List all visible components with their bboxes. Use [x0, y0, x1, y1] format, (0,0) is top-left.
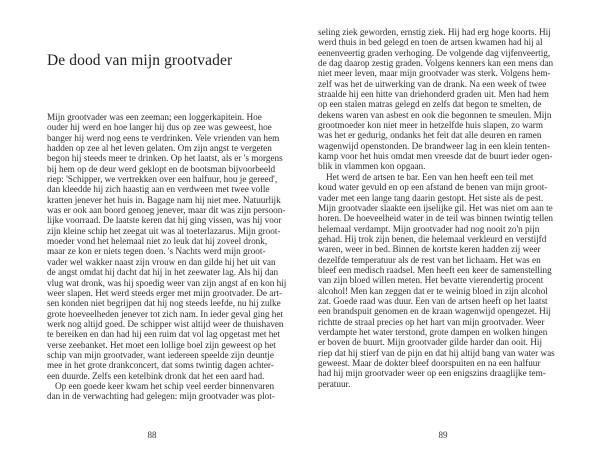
text-line: kratten jenever het huis in. Bagage nam hij niet mee. Natuurlijk [47, 194, 281, 205]
text-line: een duurde. Zelfs een ketelbink dronk dat het een aard had. [47, 370, 265, 381]
right-page-body [318, 27, 555, 389]
text-line: begon hij steeds meer te drinken. Op het laatst, als er 's morgens [47, 153, 283, 164]
text-line: vlug wat dronk, was hij spoedig weer van zijn angst af en kon hij [47, 277, 287, 288]
text-line: Mijn grootvader slaakte een ijselijke gil. Het was niet om aan te [318, 202, 553, 213]
text-line: schip van mijn grootvader, want iedereen speelde zijn deuntje [47, 349, 274, 360]
text-line: ouder hij werd en hoe langer hij dus op zee was geweest, hoe [47, 122, 272, 133]
text-line: Het werd de artsen te bar. Een van hen heeft een teil met [326, 171, 534, 182]
text-line: seling ziek geworden, ernstig ziek. Hij had erg hoge koorts. Hij [318, 27, 551, 37]
text-line: blik in vlammen kon opgaan. [318, 161, 426, 172]
text-line: riep: 'Schipper, we vertrekken over een halfuur, hou je gereed', [47, 174, 278, 185]
text-line: een brandspuit genomen en de kraan wagenwijd opengezet. Hij [318, 306, 551, 317]
text-line: koud water gevuld en op een afstand de benen van mijn groot- [318, 182, 548, 193]
text-line: grote hoeveelheden jenever tot zich nam. In ieder geval ging het [47, 308, 283, 319]
text-line: peratuur. [318, 378, 351, 389]
text-line: Op een goede keer kwam het schip veel eerder binnenvaren [55, 380, 275, 391]
text-line: straalde hij een hitte van driehonderd graden uit. Men had hem [318, 89, 549, 100]
text-line: geweest. Maar de dokter bleef doorspuiten en na een halfuur [318, 358, 541, 368]
text-line: alcohol! Men kan zeggen dat er te weinig bloed in zijn alcohol [318, 285, 548, 296]
text-line: sen konden niet begrijpen dat hij nog steeds leefde, nu hij zulke [47, 298, 281, 309]
text-line: vader met een lange tang daarin gestopt. Het siste als de pest. [318, 192, 544, 203]
left-page-body [47, 112, 287, 402]
text-line: zijn kleine schip het zeegat uit was al toeterlazarus. Mijn groot- [47, 225, 281, 236]
text-line: op een stalen matras gelegd en zelfs dat begon te smelten, de [318, 99, 542, 110]
text-line: van zijn bloed willen meten. Het bevatte vierendertig procent [318, 275, 544, 286]
text-line: had hij mijn grootvader weer op een enigszins draaglijke tem- [318, 368, 546, 379]
text-line: was het er gedurig, ondanks het feit dat alle deuren en ramen [318, 130, 542, 141]
text-line: wagenwijd openstonden. De brandweer lag in een klein tenten- [318, 140, 550, 151]
page-number-right: 89 [438, 430, 448, 440]
text-line: bleef een medisch raadsel. Men heeft een keer de samenstelling [318, 264, 552, 275]
text-line: was er ook aan boord genoeg jenever, maar dit was zijn persoon- [47, 205, 286, 216]
text-line: te bereiken en dan had hij een ruim dat vol lag opgetast met het [47, 329, 280, 340]
text-line: bij hem op de deur werd geklopt en de bootsman bijvoorbeeld [47, 163, 276, 174]
text-line: niet meer leven, maar mijn grootvader was sterk. Volgens hem- [318, 68, 551, 79]
text-line: de angst omdat hij dacht dat hij in het zeewater lag. Als hij dan [47, 267, 279, 278]
text-line: werk nog altijd goed. De schipper wist altijd weer de thuishaven [47, 318, 284, 329]
text-line: dekens waren van asbest en ook die begonnen te smeulen. Mijn [318, 109, 552, 120]
text-line: de dag daarop zestig graden. Volgens kenners kan een mens dan [318, 58, 554, 69]
text-line: gehad. Hij trok zijn benen, die helemaal verkleurd en verstijfd [318, 233, 547, 244]
text-line: dan kleedde hij zich haastig aan en verdween met twee volle [47, 184, 270, 195]
text-line: riep dat hij stierf van de pijn en dat hij altijd bang van water was [318, 347, 555, 358]
text-line: zat. Goede raad was duur. Een van de artsen heeft op het laatst [318, 295, 548, 306]
text-line: werd thuis in bed gelegd en toen de artsen kwamen had hij al [318, 37, 543, 48]
text-line: zelf was het de uitwerking van de drank. Na een week of twee [318, 78, 547, 89]
text-line: vader wel wakker naast zijn vrouw en dan gilde hij het uit van [47, 256, 276, 267]
text-line: verdampte het water terstond, grote dampen en wolken hingen [318, 326, 548, 337]
text-line: weer slapen. Het werd steeds erger met mijn grootvader. De art- [47, 287, 283, 298]
text-line: mee in het grote drankconcert, dat soms twintig dagen achter- [47, 360, 274, 371]
text-line: verse zeebanket. Het moet een lollige boel zijn geweest op het [47, 339, 276, 350]
right-page [300, 0, 600, 471]
text-line: waren, weer in bed. Binnen de kortste keren hadden zij weer [318, 244, 541, 255]
text-line: Mijn grootvader was een zeeman; een loggerkapitein. Hoe [47, 112, 262, 122]
text-line: dezelfde temperatuur als de rest van het lichaam. Het was en [318, 254, 541, 265]
chapter-title: De dood van mijn grootvader [47, 52, 233, 69]
text-line: helemaal verdampt. Mijn grootvader had nog nooit zo'n pijn [318, 223, 540, 234]
page-number-left: 88 [147, 430, 157, 440]
text-line: grootmoeder kon niet meer in hetzelfde huis slapen, zo warm [318, 120, 544, 131]
text-line: hadden op zee al het leven gelaten. Om zijn angst te vergeten [47, 143, 272, 154]
text-line: banger hij werd nog eens te verdrinken. Vele vrienden van hem [47, 132, 280, 143]
text-line: er boven de buurt. Mijn grootvader gilde harder dan ooit. Hij [318, 337, 543, 348]
text-line: maar ze kon er niets tegen doen. 's Nachts werd mijn groot- [47, 246, 266, 257]
text-line: dan in de verwachting had gelegen: mijn grootvader was plot- [47, 391, 275, 402]
text-line: kamp voor het huis omdat men vreesde dat de buurt ieder ogen- [318, 151, 553, 162]
text-line: richtte de straal precies op het hart van mijn grootvader. Weer [318, 316, 545, 327]
text-line: horen. De hoeveelheid water in de teil was binnen twintig tellen [318, 213, 553, 224]
text-line: moeder vond het helemaal niet zo leuk dat hij zoveel dronk, [47, 236, 268, 247]
text-line: lijke voorraad. De laatste keren dat hij ging vissen, was hij voor [47, 215, 282, 226]
text-line: eenenveertig graden verhoging. De volgende dag vijfenveertig, [318, 47, 551, 58]
